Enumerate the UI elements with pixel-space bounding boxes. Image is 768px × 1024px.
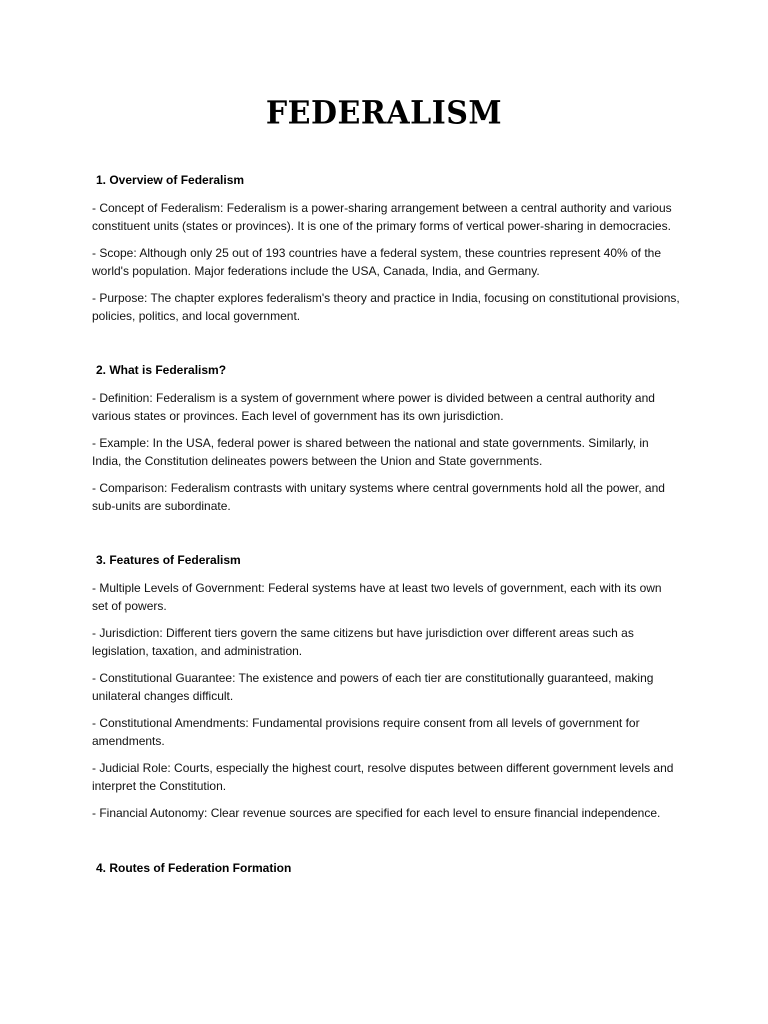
page-title: FEDERALISM (265, 95, 503, 132)
section-heading: 2. What is Federalism? (96, 363, 227, 377)
paragraph: - Financial Autonomy: Clear revenue sources are specified for each level to ensure financial independence. (92, 806, 661, 820)
paragraph: - Example: In the USA, federal power is shared between the national and state governments. Similarly, in India, the Constitution delineates powers between the Union and State governments. (92, 436, 649, 468)
section-heading: 1. Overview of Federalism (96, 173, 245, 187)
paragraph: - Definition: Federalism is a system of government where power is divided between a central authority and various states or provinces. Each level of government has its own jurisdiction. (92, 391, 655, 423)
paragraph: - Concept of Federalism: Federalism is a power-sharing arrangement between a central authority and various constituent units (states or provinces). It is one of the primary forms of vertical power-sharing in democracies. (92, 201, 672, 233)
paragraph: - Constitutional Amendments: Fundamental provisions require consent from all levels of government for amendments. (92, 716, 640, 748)
section-overview (92, 172, 680, 325)
document-body (92, 172, 680, 914)
paragraph: - Comparison: Federalism contrasts with unitary systems where central governments hold all the power, and sub-units are subordinate. (92, 481, 665, 513)
section-heading: 3. Features of Federalism (96, 553, 241, 567)
paragraph: - Multiple Levels of Government: Federal systems have at least two levels of government, each with its own set of powers. (92, 581, 662, 613)
paragraph: - Purpose: The chapter explores federalism's theory and practice in India, focusing on constitutional provisions, policies, politics, and local government. (92, 291, 680, 323)
section-heading: 4. Routes of Federation Formation (96, 860, 292, 875)
paragraph: - Constitutional Guarantee: The existence and powers of each tier are constitutionally guaranteed, making unilateral changes difficult. (92, 671, 654, 703)
section-routes (92, 860, 680, 877)
paragraph: - Scope: Although only 25 out of 193 countries have a federal system, these countries represent 40% of the world's population. Major federations include the USA, Canada, India, and Germany. (92, 246, 662, 278)
section-features (92, 552, 680, 823)
section-what-is-federalism (92, 362, 680, 515)
paragraph: - Judicial Role: Courts, especially the highest court, resolve disputes between different government levels and interpret the Constitution. (92, 761, 674, 793)
paragraph: - Jurisdiction: Different tiers govern the same citizens but have jurisdiction over different areas such as legislation, taxation, and administration. (92, 626, 634, 658)
